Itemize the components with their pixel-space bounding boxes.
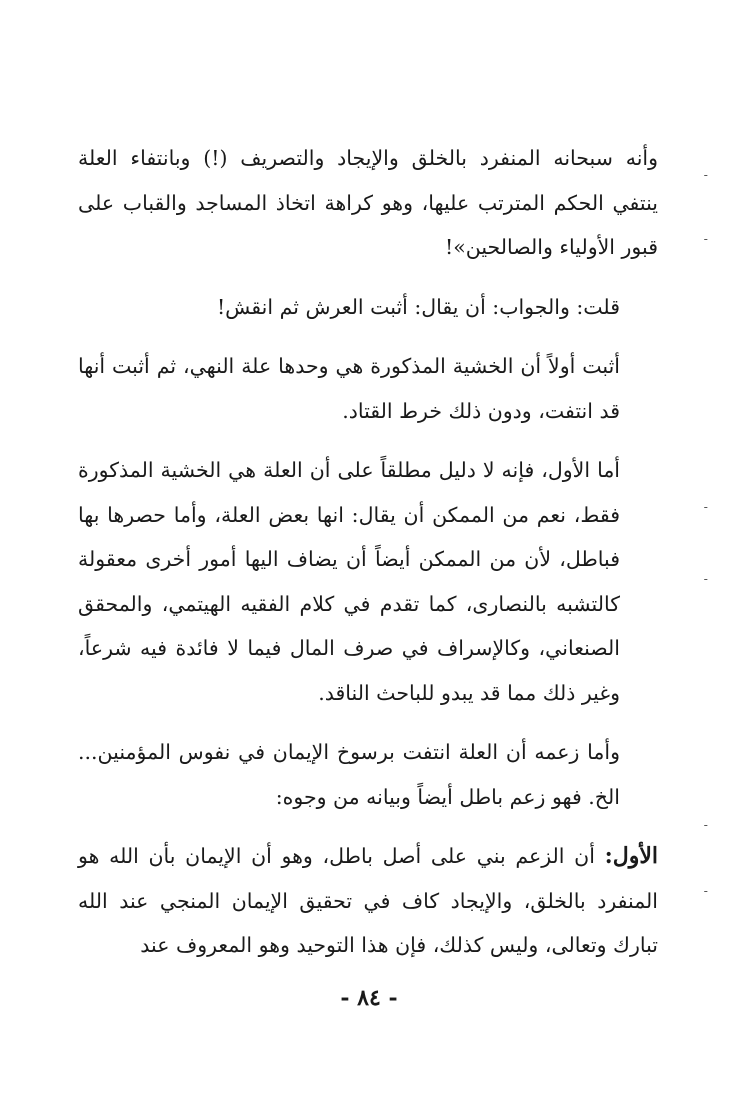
paragraph-6 bbox=[78, 834, 658, 968]
paragraph-2: قلت: والجواب: أن يقال: أثبت العرش ثم انقش! bbox=[216, 294, 620, 319]
body-text bbox=[78, 136, 658, 983]
margin-dot-mark: - bbox=[703, 818, 708, 832]
margin-dot-mark: - bbox=[703, 572, 708, 586]
paragraph-4: أما الأول، فإنه لا دليل مطلقاً على أن العلة هي الخشية المذكورة فقط، نعم من الممكن أن يقال: انها بعض العلة، وأما حصرها بها فباطل، لأن من الممكن أيضاً أن يضاف اليها أمور أخرى معقولة كالتشبه بالنصارى، كما تقدم في كلام الفقيه الهيتمي، والمحقق الصنعاني، وكالإسراف في صرف المال فيما لا فائدة فيه شرعاً، وغير ذلك مما قد يبدو للباحث الناقد. bbox=[78, 458, 620, 705]
paragraph-5: وأما زعمه أن العلة انتفت برسوخ الإيمان في نفوس المؤمنين... الخ. فهو زعم باطل أيضاً وبيانه من وجوه: bbox=[78, 740, 620, 809]
paragraph-6-text: أن الزعم بني على أصل باطل، وهو أن الإيمان بأن الله هو المنفرد بالخلق، والإيجاد كاف في تحقيق الإيمان المنجي عند الله تبارك وتعالى، وليس كذلك، فإن هذا التوحيد وهو المعروف عند bbox=[78, 844, 658, 957]
margin-dot-mark: - bbox=[703, 168, 708, 182]
paragraph-1: وأنه سبحانه المنفرد بالخلق والإيجاد والتصريف (!) وبانتفاء العلة ينتفي الحكم المترتب عليها، وهو كراهة اتخاذ المساجد والقباب على قبور الأولياء والصالحين»! bbox=[78, 146, 658, 259]
margin-dot-mark: - bbox=[703, 500, 708, 514]
paragraph-6-lead: الأول: bbox=[604, 843, 658, 869]
paragraph-3: أثبت أولاً أن الخشية المذكورة هي وحدها علة النهي، ثم أثبت أنها قد انتفت، ودون ذلك خرط القتاد. bbox=[78, 354, 620, 423]
margin-dot-mark: - bbox=[703, 232, 708, 246]
margin-dot-mark: - bbox=[703, 884, 708, 898]
page-number: - ٨٤ - bbox=[340, 985, 398, 1011]
